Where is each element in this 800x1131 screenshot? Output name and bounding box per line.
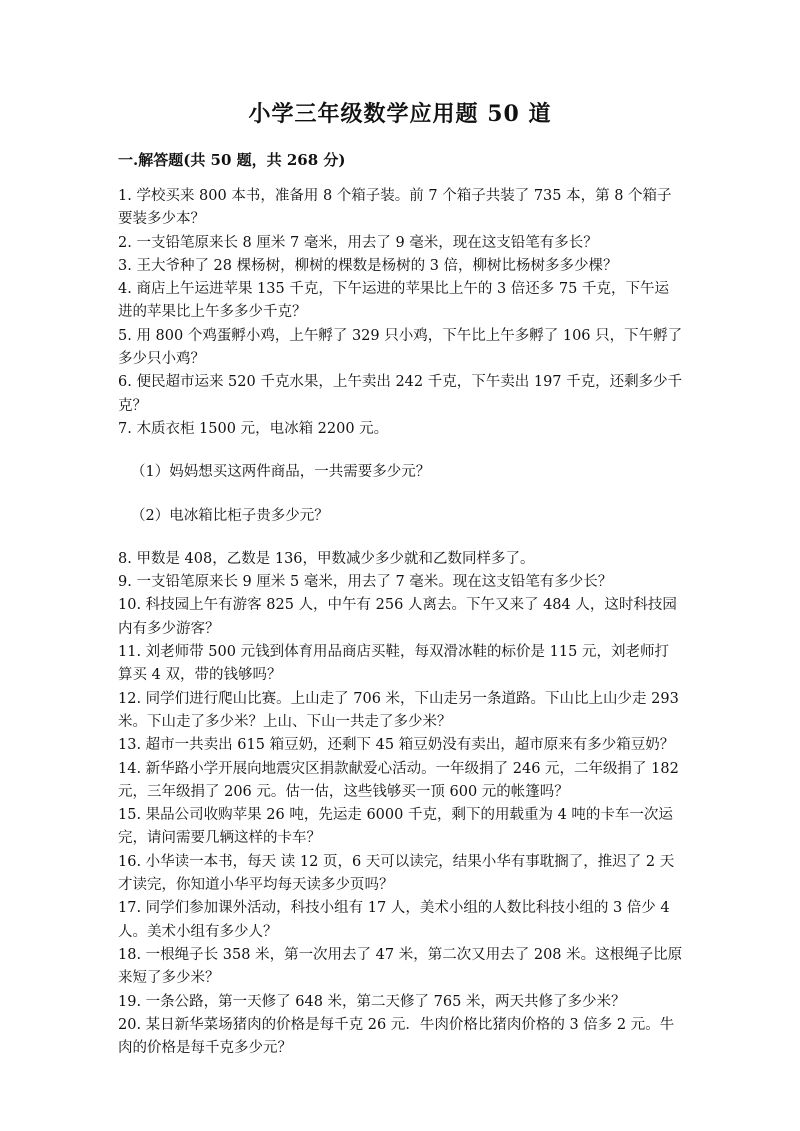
- question-item: 9. 一支铅笔原来长 9 厘米 5 毫米，用去了 7 毫米。现在这支铅笔有多少长？: [118, 574, 613, 591]
- question-list: [118, 185, 683, 1060]
- question-item: 7. 木质衣柜 1500 元，电冰箱 2200 元。: [118, 420, 389, 437]
- question-item: 6. 便民超市运来 520 千克水果，上午卖出 242 千克，下午卖出 197 千克，还剩多少千克？: [118, 374, 683, 414]
- question-item: 4. 商店上午运进苹果 135 千克，下午运进的苹果比上午的 3 倍还多 75 千克，下午运进的苹果比上午多多少千克？: [118, 281, 669, 321]
- question-item: 17. 同学们参加课外活动，科技小组有 17 人，美术小组的人数比科技小组的 3 倍少 4 人。美术小组有多少人？: [118, 900, 670, 940]
- question-item: 14. 新华路小学开展向地震灾区捐款献爱心活动。一年级捐了 246 元，二年级捐了 182 元，三年级捐了 206 元。估一估，这些钱够买一顶 600 元的帐篷吗？: [118, 760, 679, 800]
- question-item: 15. 果品公司收购苹果 26 吨，先运走 6000 千克，剩下的用载重为 4 吨的卡车一次运完，请问需要几辆这样的卡车？: [118, 807, 673, 847]
- question-item: 2. 一支铅笔原来长 8 厘米 7 毫米，用去了 9 毫米，现在这支铅笔有多长？: [118, 234, 598, 251]
- question-item: 1. 学校买来 800 本书，准备用 8 个箱子装。前 7 个箱子共装了 735 本，第 8 个箱子要装多少本？: [118, 188, 672, 228]
- page-title: 小学三年级数学应用题 50 道: [248, 101, 552, 127]
- question-item: 12. 同学们进行爬山比赛。上山走了 706 米，下山走另一条道路。下山比上山少走 293 米。下山走了多少米？上山、下山一共走了多少米？: [118, 690, 679, 730]
- question-item: 11. 刘老师带 500 元钱到体育用品商店买鞋，每双滑冰鞋的标价是 115 元，刘老师打算买 4 双，带的钱够吗？: [118, 644, 669, 684]
- sub-question-item: （2）电冰箱比柜子贵多少元？: [131, 507, 329, 524]
- sub-question-item: （1）妈妈想买这两件商品，一共需要多少元？: [131, 464, 431, 481]
- question-item: 16. 小华读一本书，每天 读 12 页，6 天可以读完，结果小华有事耽搁了，推迟了 2 天才读完，你知道小华平均每天读多少页吗？: [118, 853, 675, 894]
- question-item: 20. 某日新华菜场猪肉的价格是每千克 26 元．牛肉价格比猪肉价格的 3 倍多 2 元。牛肉的价格是每千克多少元？: [118, 1016, 675, 1057]
- question-item: 10. 科技园上午有游客 825 人，中午有 256 人离去。下午又来了 484 人，这时科技园内有多少游客？: [118, 597, 677, 637]
- question-item: 3. 王大爷种了 28 棵杨树，柳树的棵数是杨树的 3 倍，柳树比杨树多多少棵？: [118, 257, 618, 274]
- question-item: 19. 一条公路，第一天修了 648 米，第二天修了 765 米，两天共修了多少米？: [118, 993, 626, 1010]
- question-item: 8. 甲数是 408，乙数是 136，甲数减少多少就和乙数同样多了。: [118, 550, 535, 567]
- question-item: 5. 用 800 个鸡蛋孵小鸡，上午孵了 329 只小鸡，下午比上午多孵了 106 只，下午孵了多少只小鸡？: [118, 327, 683, 368]
- section-heading: 一.解答题(共 50 题，共 268 分): [118, 151, 346, 169]
- question-item: 13. 超市一共卖出 615 箱豆奶，还剩下 45 箱豆奶没有卖出，超市原来有多少箱豆奶？: [118, 737, 675, 754]
- question-item: 18. 一根绳子长 358 米，第一次用去了 47 米，第二次又用去了 208 米。这根绳子比原来短了多少米？: [118, 946, 683, 987]
